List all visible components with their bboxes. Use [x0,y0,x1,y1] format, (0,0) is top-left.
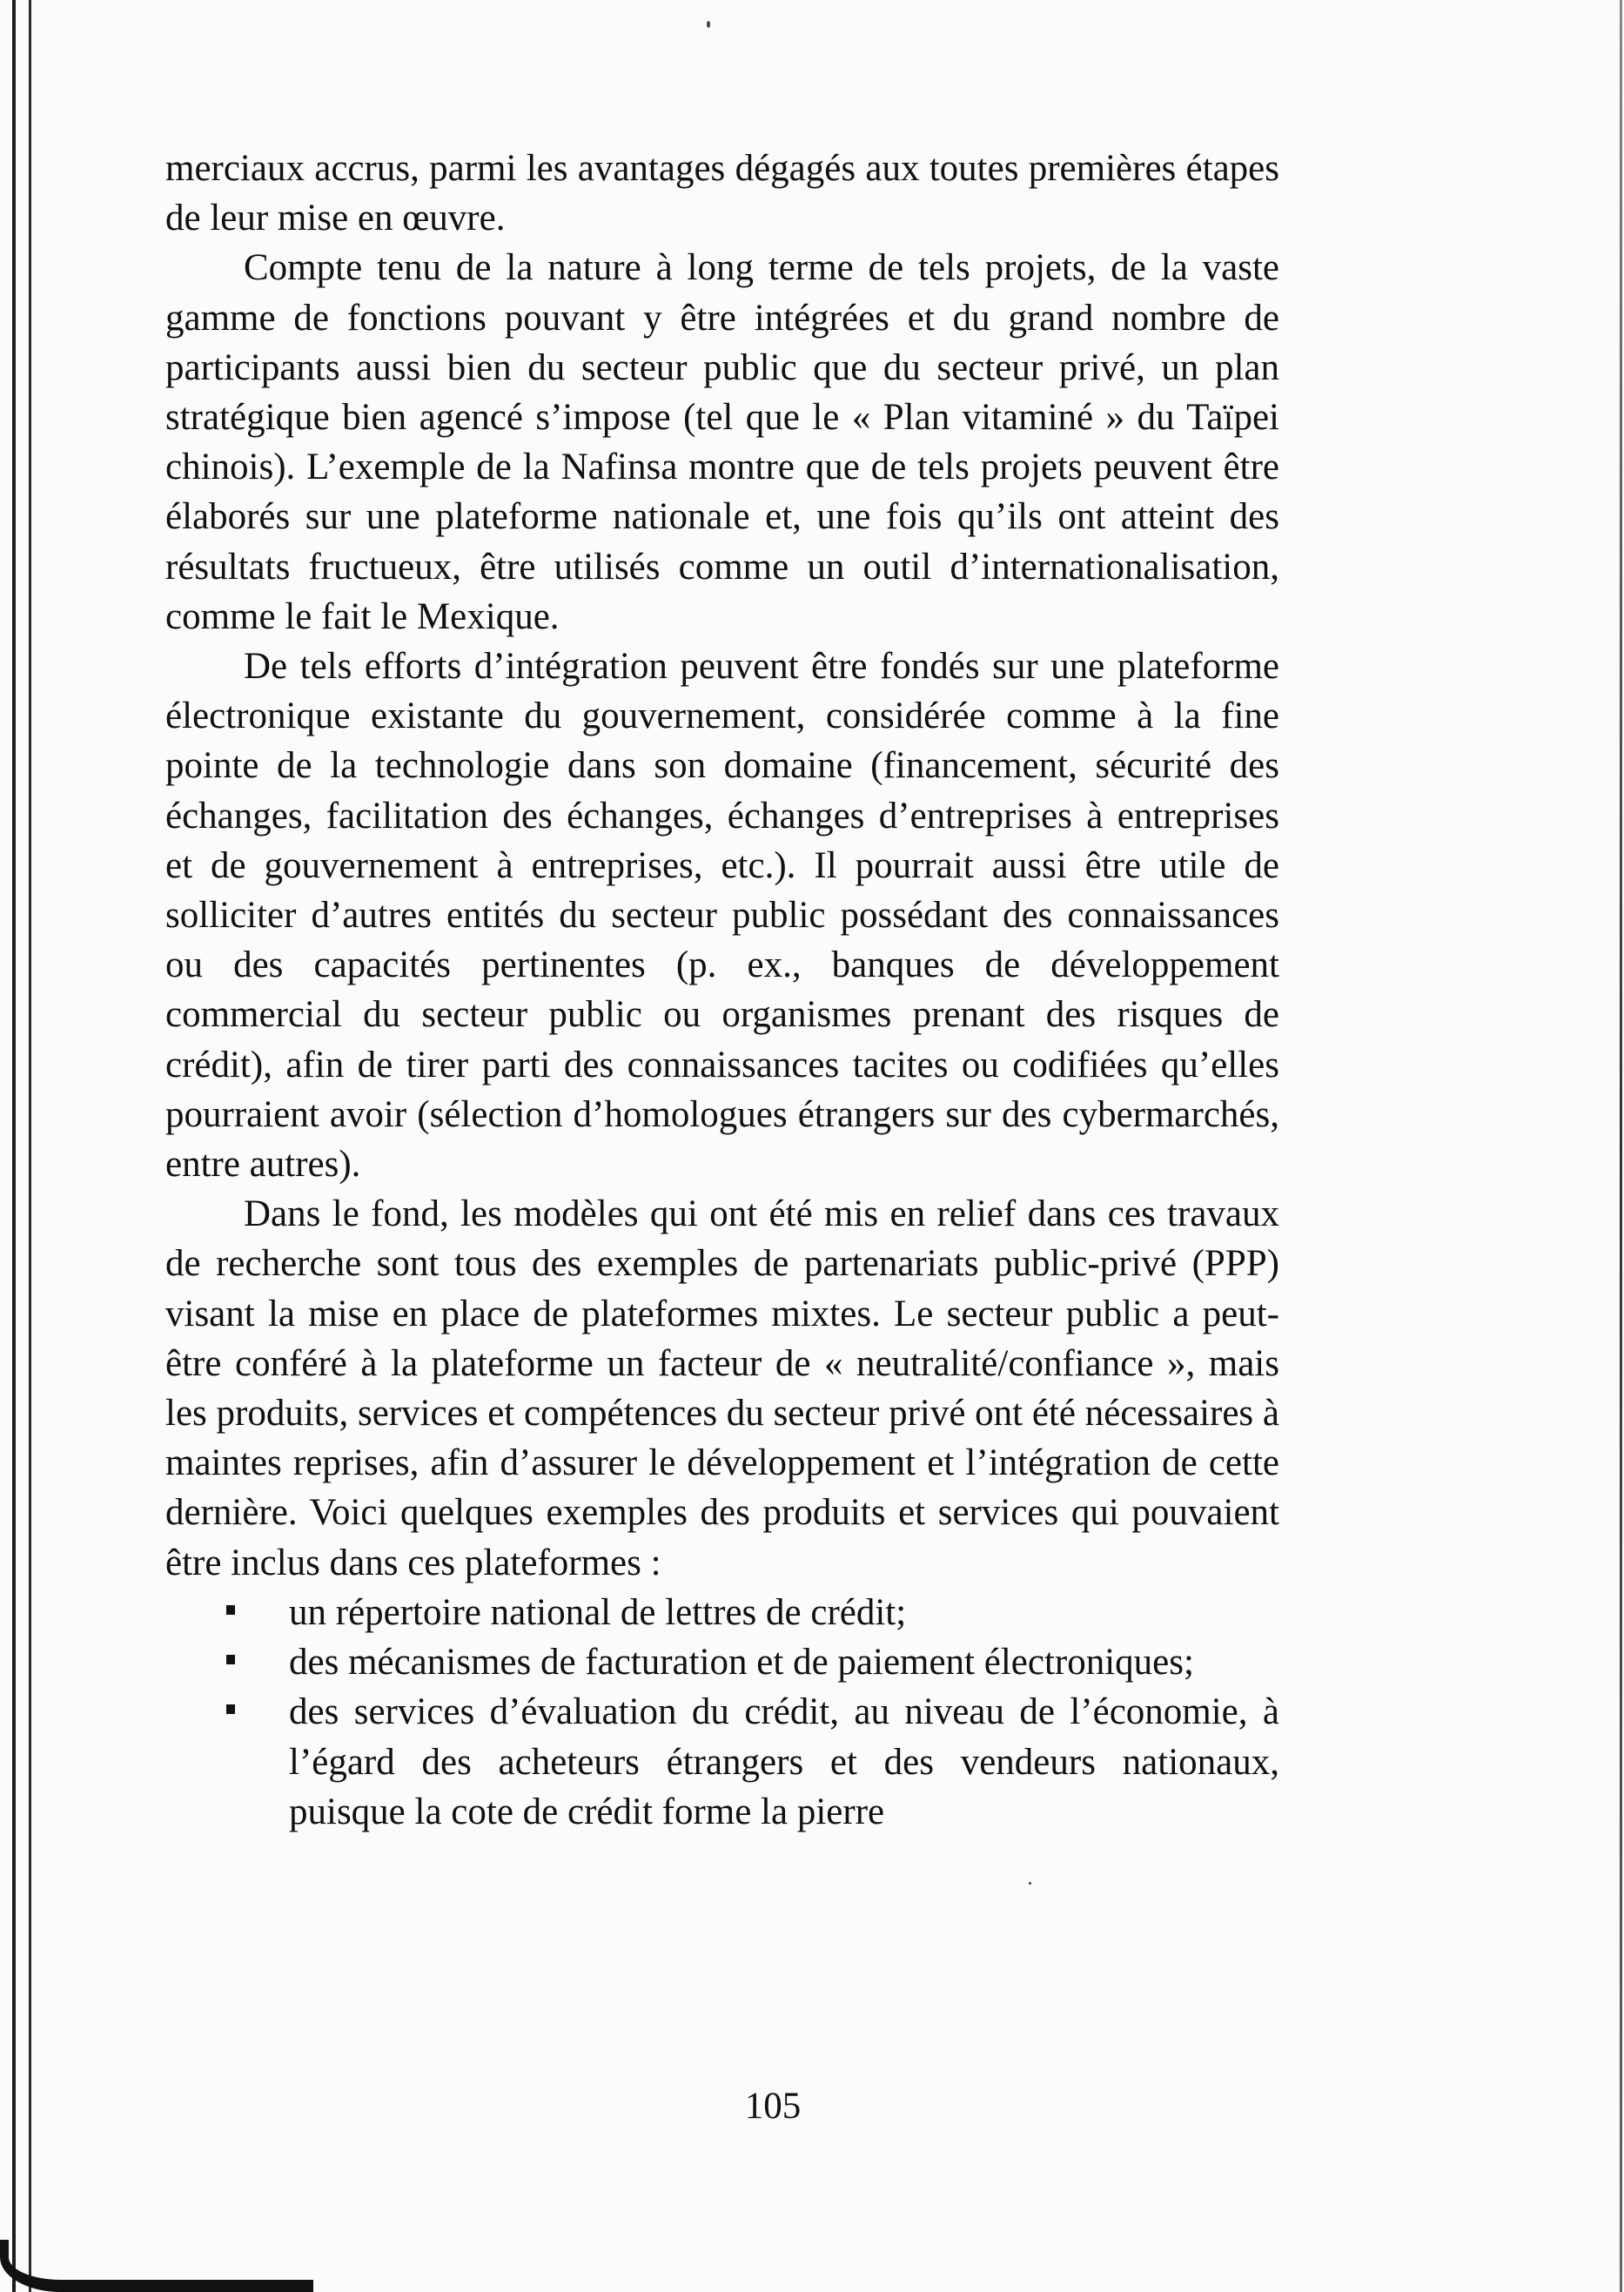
bullet-item [165,1687,1279,1837]
page-number [0,2085,1624,2127]
bullet-text: des services d’évaluation du crédit, au niveau de l’économie, à l’égard des acheteurs étrangers et des vendeurs nationaux, puisque la cote de crédit forme la pierre [289,1691,1279,1832]
page-number-text: 105 [744,2086,802,2127]
book-binding-curl [0,2240,313,2292]
bullet-item [165,1637,1279,1687]
scan-speck [1029,1882,1031,1885]
page-right-edge [1620,0,1622,2292]
bullet-list [165,1588,1279,1837]
paragraph: De tels efforts d’intégration peuvent être fondés sur une plateforme électronique existante du gouvernement, considérée comme à la fine pointe de la technologie dans son domaine (financement, sécurité des échanges, facilitation des échanges, échanges d’entreprises à entreprises et de gouvernement à entreprises, etc.). Il pourrait aussi être utile de solliciter d’autres entités du secteur public possédant des connaissances ou des capacités pertinentes (p. ex., banques de développement commercial du secteur public ou organismes prenant des risques de crédit), afin de tirer parti des connaissances tacites ou codifiées qu’elles pourraient avoir (sélection d’homologues étrangers sur des cybermarchés, entre autres). [165,646,1279,1186]
paragraph-continued: merciaux accrus, parmi les avantages dégagés aux toutes premières étapes de leur mise en œuvre. [165,148,1279,239]
bullet-text: des mécanismes de facturation et de paiement électroniques; [289,1642,1194,1684]
square-bullet-icon [226,1704,235,1714]
square-bullet-icon [226,1655,235,1664]
paragraph: Dans le fond, les modèles qui ont été mis en relief dans ces travaux de recherche sont tous des exemples de partenariats public-privé (PPP) visant la mise en place de plateformes mixtes. Le secteur public a peut-être conféré à la plateforme un facteur de « neutralité/confiance », mais les produits, services et compétences du secteur privé ont été nécessaires à maintes reprises, afin d’assurer le développement et l’intégration de cette dernière. Voici quelques exemples des produits et services qui pouvaient être inclus dans ces plateformes : [165,1193,1279,1583]
bullet-text: un répertoire national de lettres de crédit; [289,1591,907,1633]
body-text [165,144,1279,1837]
paragraph: Compte tenu de la nature à long terme de tels projets, de la vaste gamme de fonctions pouvant y être intégrées et du grand nombre de participants aussi bien du secteur public que du secteur privé, un plan stratégique bien agencé s’impose (tel que le « Plan vitaminé » du Taïpei chinois). L’exemple de la Nafinsa montre que de tels projets peuvent être élaborés sur une plateforme nationale et, une fois qu’ils ont atteint des résultats fructueux, être utilisés comme un outil d’internationalisation, comme le fait le Mexique. [165,247,1279,637]
scan-speck [707,21,710,28]
book-binding-edge [12,0,31,2292]
square-bullet-icon [226,1605,235,1615]
bullet-item [165,1588,1279,1637]
